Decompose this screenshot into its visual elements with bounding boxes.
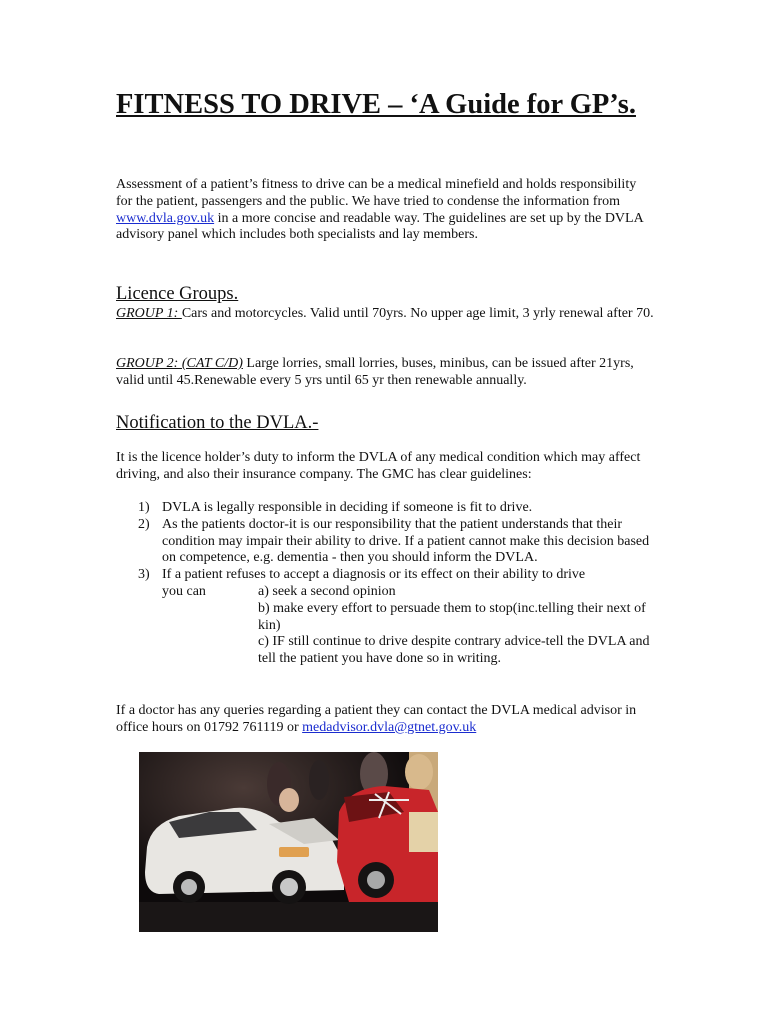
sub-item: a) seek a second opinion [258,583,396,599]
licence-groups-heading: Licence Groups. [116,284,239,304]
contact-text: If a doctor has any queries regarding a patient they can contact the DVLA medical advisor in office hours on 01792 761119 or [116,703,637,735]
list-item [116,567,656,668]
list-item [116,500,656,517]
dvla-website-link[interactable]: www.dvla.gov.uk [116,210,215,226]
page-title: FITNESS TO DRIVE – ‘A Guide for GP’s. [116,89,636,120]
gmc-guidelines-list [116,500,656,668]
list-number: 2) [138,516,150,532]
group-1-text: Cars and motorcycles. Valid until 70yrs. No upper age limit, 3 yrly renewal after 70. [181,306,654,321]
sub-item: b) make every effort to persuade them to stop(inc.telling their next of kin) [258,600,646,633]
list-item-text: If a patient refuses to accept a diagnosis or its effect on their ability to drive [162,567,586,583]
group-2-text: Large lorries, small lorries, buses, minibus, can be issued after 21yrs, valid until 45.Renewable every 5 yrs until 65 yr then renewable annually. [116,356,634,388]
car-crash-illustration [139,752,438,932]
notification-intro: It is the licence holder’s duty to inform the DVLA of any medical condition which may affect driving, and also their insurance company. The GMC has clear guidelines: [116,450,641,482]
you-can-lead: you can [162,583,206,599]
dvla-email-link[interactable]: medadvisor.dvla@gtnet.gov.uk [302,719,477,735]
notification-heading: Notification to the DVLA.- [116,413,319,433]
list-subitems [162,584,656,601]
intro-paragraph [116,177,656,244]
group-1-label: GROUP 1: [116,306,182,321]
list-item-text: As the patients doctor-it is our responsibility that the patient understands that their condition may impair their ability to drive. If a patient cannot make this decision based on competence, e.g. dementia - then you should inform the DVLA. [162,516,650,566]
intro-text-end: in a more concise and readable way. The guidelines are set up by the DVLA advisory panel which includes both specialists and lay members. [116,210,643,243]
group-2-paragraph [116,356,656,390]
list-number: 1) [138,500,150,515]
list-number: 3) [138,567,150,583]
group-2-label: GROUP 2: (CAT C/D) [116,356,243,371]
sub-item: c) IF still continue to drive despite contrary advice-tell the DVLA and tell the patient you have done so in writing. [258,634,650,667]
intro-text-start: Assessment of a patient’s fitness to drive can be a medical minefield and holds responsibility for the patient, passengers and the public. We have tried to condense the information from [116,177,637,209]
list-item [116,517,656,567]
list-item-text: DVLA is legally responsible in deciding if someone is fit to drive. [162,500,533,515]
group-1-paragraph [116,306,656,323]
contact-paragraph [116,703,656,737]
car-crash-photo [139,752,438,932]
